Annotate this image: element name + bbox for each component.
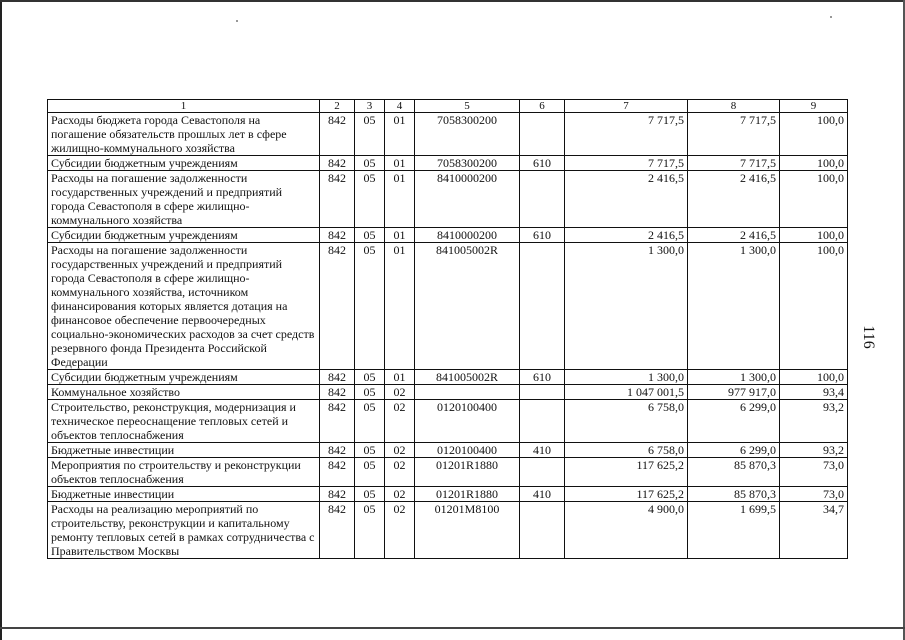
execution-percent-cell: 73,0 bbox=[780, 487, 848, 502]
execution-percent-cell: 100,0 bbox=[780, 156, 848, 171]
admin-code-cell: 842 bbox=[320, 502, 355, 559]
header-cell: 1 bbox=[48, 100, 320, 113]
target-article-cell: 0120100400 bbox=[415, 443, 520, 458]
expense-name-cell: Расходы на погашение задолженности государственных учреждений и предприятий города Севастополя в сфере жилищно-коммунального хозяйства, источником финансирования которых является дотация на финансовое обеспечение первоочередных социально-экономических расходов за счет средств резервного фонда Президента Российской Федерации bbox=[48, 243, 320, 370]
execution-percent-cell: 100,0 bbox=[780, 243, 848, 370]
expense-type-cell: 610 bbox=[520, 228, 565, 243]
table-row bbox=[48, 171, 848, 228]
scan-border-left bbox=[0, 0, 2, 640]
header-cell: 2 bbox=[320, 100, 355, 113]
admin-code-cell: 842 bbox=[320, 113, 355, 156]
admin-code-cell: 842 bbox=[320, 443, 355, 458]
subsection-code-cell: 01 bbox=[385, 171, 415, 228]
table-row bbox=[48, 385, 848, 400]
target-article-cell: 01201M8100 bbox=[415, 502, 520, 559]
table-row bbox=[48, 502, 848, 559]
admin-code-cell: 842 bbox=[320, 156, 355, 171]
expense-type-cell bbox=[520, 400, 565, 443]
table-row bbox=[48, 228, 848, 243]
section-code-cell: 05 bbox=[355, 385, 385, 400]
header-cell: 9 bbox=[780, 100, 848, 113]
admin-code-cell: 842 bbox=[320, 385, 355, 400]
planned-amount-cell: 6 758,0 bbox=[565, 400, 688, 443]
target-article-cell: 0120100400 bbox=[415, 400, 520, 443]
planned-amount-cell: 1 300,0 bbox=[565, 370, 688, 385]
admin-code-cell: 842 bbox=[320, 171, 355, 228]
target-article-cell: 7058300200 bbox=[415, 113, 520, 156]
execution-percent-cell: 100,0 bbox=[780, 171, 848, 228]
section-code-cell: 05 bbox=[355, 243, 385, 370]
admin-code-cell: 842 bbox=[320, 458, 355, 487]
execution-percent-cell: 93,2 bbox=[780, 443, 848, 458]
executed-amount-cell: 6 299,0 bbox=[688, 443, 780, 458]
target-article-cell: 01201R1880 bbox=[415, 458, 520, 487]
section-code-cell: 05 bbox=[355, 171, 385, 228]
table-row bbox=[48, 487, 848, 502]
expense-name-cell: Расходы на реализацию мероприятий по строительству, реконструкции и капитальному ремонту тепловых сетей в рамках сотрудничества с Правительством Москвы bbox=[48, 502, 320, 559]
expense-name-cell: Субсидии бюджетным учреждениям bbox=[48, 370, 320, 385]
expense-type-cell bbox=[520, 243, 565, 370]
expense-type-cell bbox=[520, 458, 565, 487]
header-cell: 8 bbox=[688, 100, 780, 113]
table-row bbox=[48, 113, 848, 156]
planned-amount-cell: 7 717,5 bbox=[565, 156, 688, 171]
subsection-code-cell: 02 bbox=[385, 487, 415, 502]
header-cell: 6 bbox=[520, 100, 565, 113]
subsection-code-cell: 01 bbox=[385, 243, 415, 370]
header-cell: 3 bbox=[355, 100, 385, 113]
expense-type-cell bbox=[520, 171, 565, 228]
subsection-code-cell: 02 bbox=[385, 502, 415, 559]
planned-amount-cell: 117 625,2 bbox=[565, 458, 688, 487]
expense-name-cell: Субсидии бюджетным учреждениям bbox=[48, 228, 320, 243]
expense-type-cell bbox=[520, 113, 565, 156]
executed-amount-cell: 2 416,5 bbox=[688, 228, 780, 243]
section-code-cell: 05 bbox=[355, 228, 385, 243]
budget-table bbox=[47, 99, 848, 559]
execution-percent-cell: 100,0 bbox=[780, 370, 848, 385]
subsection-code-cell: 02 bbox=[385, 385, 415, 400]
expense-type-cell: 610 bbox=[520, 156, 565, 171]
table-header-row bbox=[48, 100, 848, 113]
planned-amount-cell: 7 717,5 bbox=[565, 113, 688, 156]
target-article-cell: 8410000200 bbox=[415, 228, 520, 243]
planned-amount-cell: 6 758,0 bbox=[565, 443, 688, 458]
target-article-cell: 8410000200 bbox=[415, 171, 520, 228]
executed-amount-cell: 6 299,0 bbox=[688, 400, 780, 443]
execution-percent-cell: 34,7 bbox=[780, 502, 848, 559]
table-row bbox=[48, 156, 848, 171]
admin-code-cell: 842 bbox=[320, 370, 355, 385]
scan-speck bbox=[236, 20, 238, 22]
expense-name-cell: Субсидии бюджетным учреждениям bbox=[48, 156, 320, 171]
table-row bbox=[48, 443, 848, 458]
subsection-code-cell: 02 bbox=[385, 443, 415, 458]
planned-amount-cell: 2 416,5 bbox=[565, 228, 688, 243]
section-code-cell: 05 bbox=[355, 443, 385, 458]
section-code-cell: 05 bbox=[355, 113, 385, 156]
section-code-cell: 05 bbox=[355, 400, 385, 443]
planned-amount-cell: 117 625,2 bbox=[565, 487, 688, 502]
expense-name-cell: Бюджетные инвестиции bbox=[48, 487, 320, 502]
execution-percent-cell: 100,0 bbox=[780, 228, 848, 243]
target-article-cell bbox=[415, 385, 520, 400]
expense-type-cell bbox=[520, 502, 565, 559]
section-code-cell: 05 bbox=[355, 156, 385, 171]
subsection-code-cell: 01 bbox=[385, 156, 415, 171]
target-article-cell: 7058300200 bbox=[415, 156, 520, 171]
admin-code-cell: 842 bbox=[320, 400, 355, 443]
header-cell: 7 bbox=[565, 100, 688, 113]
admin-code-cell: 842 bbox=[320, 228, 355, 243]
subsection-code-cell: 01 bbox=[385, 228, 415, 243]
subsection-code-cell: 02 bbox=[385, 458, 415, 487]
execution-percent-cell: 100,0 bbox=[780, 113, 848, 156]
executed-amount-cell: 1 300,0 bbox=[688, 370, 780, 385]
executed-amount-cell: 2 416,5 bbox=[688, 171, 780, 228]
admin-code-cell: 842 bbox=[320, 243, 355, 370]
scan-border-bottom bbox=[0, 627, 905, 629]
table-row bbox=[48, 400, 848, 443]
expense-name-cell: Расходы бюджета города Севастополя на погашение обязательств прошлых лет в сфере жилищно-коммунального хозяйства bbox=[48, 113, 320, 156]
scan-speck bbox=[830, 16, 832, 18]
scan-border-top bbox=[0, 0, 905, 2]
execution-percent-cell: 73,0 bbox=[780, 458, 848, 487]
expense-type-cell: 410 bbox=[520, 443, 565, 458]
planned-amount-cell: 4 900,0 bbox=[565, 502, 688, 559]
executed-amount-cell: 85 870,3 bbox=[688, 487, 780, 502]
expense-name-cell: Мероприятия по строительству и реконструкции объектов теплоснабжения bbox=[48, 458, 320, 487]
table-row bbox=[48, 243, 848, 370]
executed-amount-cell: 7 717,5 bbox=[688, 156, 780, 171]
target-article-cell: 841005002R bbox=[415, 243, 520, 370]
expense-name-cell: Строительство, реконструкция, модернизация и техническое переоснащение тепловых сетей и объектов теплоснабжения bbox=[48, 400, 320, 443]
subsection-code-cell: 01 bbox=[385, 370, 415, 385]
executed-amount-cell: 977 917,0 bbox=[688, 385, 780, 400]
execution-percent-cell: 93,4 bbox=[780, 385, 848, 400]
subsection-code-cell: 01 bbox=[385, 113, 415, 156]
page-number: 116 bbox=[860, 325, 877, 349]
expense-type-cell: 410 bbox=[520, 487, 565, 502]
expense-name-cell: Бюджетные инвестиции bbox=[48, 443, 320, 458]
target-article-cell: 01201R1880 bbox=[415, 487, 520, 502]
table-row bbox=[48, 370, 848, 385]
expense-name-cell: Коммунальное хозяйство bbox=[48, 385, 320, 400]
section-code-cell: 05 bbox=[355, 458, 385, 487]
header-cell: 5 bbox=[415, 100, 520, 113]
executed-amount-cell: 1 699,5 bbox=[688, 502, 780, 559]
executed-amount-cell: 7 717,5 bbox=[688, 113, 780, 156]
section-code-cell: 05 bbox=[355, 370, 385, 385]
table-row bbox=[48, 458, 848, 487]
expense-name-cell: Расходы на погашение задолженности государственных учреждений и предприятий города Севастополя в сфере жилищно-коммунального хозяйства bbox=[48, 171, 320, 228]
planned-amount-cell: 1 300,0 bbox=[565, 243, 688, 370]
subsection-code-cell: 02 bbox=[385, 400, 415, 443]
target-article-cell: 841005002R bbox=[415, 370, 520, 385]
execution-percent-cell: 93,2 bbox=[780, 400, 848, 443]
admin-code-cell: 842 bbox=[320, 487, 355, 502]
executed-amount-cell: 85 870,3 bbox=[688, 458, 780, 487]
planned-amount-cell: 2 416,5 bbox=[565, 171, 688, 228]
expense-type-cell bbox=[520, 385, 565, 400]
planned-amount-cell: 1 047 001,5 bbox=[565, 385, 688, 400]
executed-amount-cell: 1 300,0 bbox=[688, 243, 780, 370]
expense-type-cell: 610 bbox=[520, 370, 565, 385]
section-code-cell: 05 bbox=[355, 487, 385, 502]
header-cell: 4 bbox=[385, 100, 415, 113]
section-code-cell: 05 bbox=[355, 502, 385, 559]
